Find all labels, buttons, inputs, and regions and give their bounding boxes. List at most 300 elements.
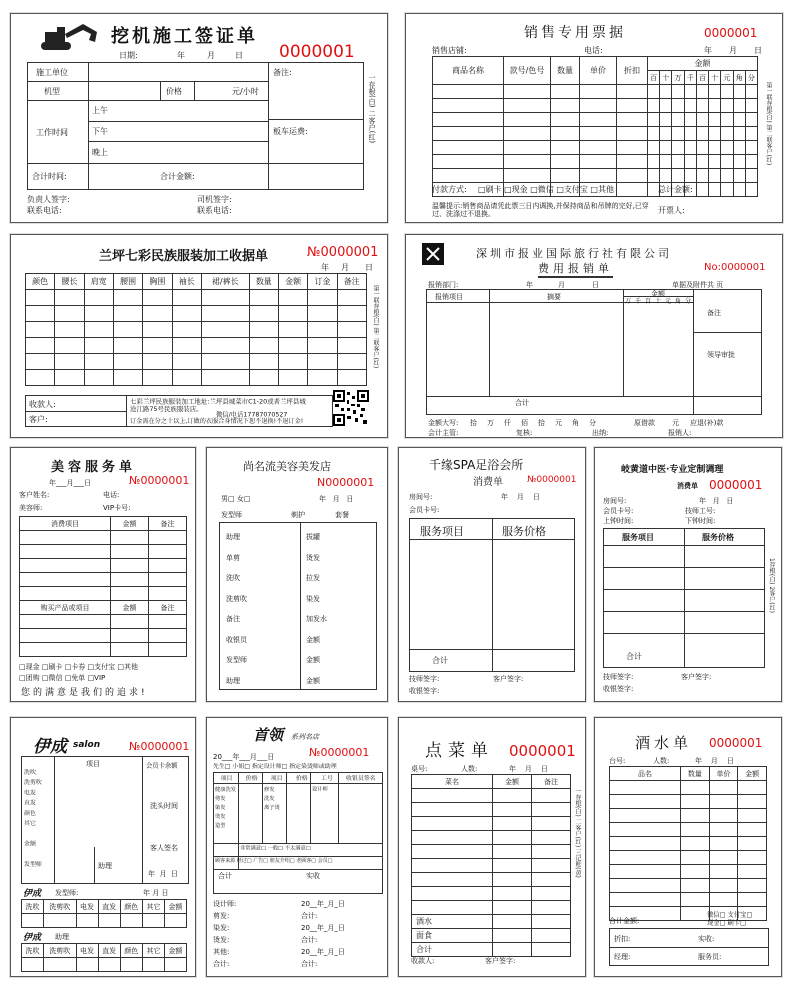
footer-label: 合计: bbox=[301, 960, 318, 968]
source-label: 老顾客 bbox=[296, 857, 312, 864]
pay-option: 刷卡 bbox=[48, 663, 63, 671]
day-label: 日 bbox=[346, 495, 354, 503]
service-item: 助理 bbox=[226, 533, 240, 541]
row-label: 直发 bbox=[24, 799, 36, 807]
col-shoulder: 肩宽 bbox=[84, 274, 113, 290]
issuer-label: 开票人: bbox=[658, 206, 685, 215]
row-label: 颜色 bbox=[24, 809, 36, 817]
col-color: 颜色 bbox=[26, 274, 55, 290]
owner-sign: 负责人签字: bbox=[27, 195, 70, 204]
col-style: 款号/色号 bbox=[504, 57, 551, 85]
deposit-note: 订金需在分之十以上,订做的衣服合身情况下恕不退换!不退订金! bbox=[130, 417, 304, 425]
day-label: 日 bbox=[540, 765, 548, 773]
day-label: 日 bbox=[170, 870, 178, 878]
total-label: 合计 bbox=[626, 652, 642, 661]
form-clothing-receipt bbox=[10, 234, 388, 438]
footer-label: 其他: bbox=[213, 948, 230, 956]
serial-number: 0000001 bbox=[279, 42, 355, 62]
pay-option: VIP bbox=[94, 674, 106, 682]
loan-label: 原借款 bbox=[634, 419, 655, 427]
total-time-label: 合计时间: bbox=[32, 172, 67, 181]
item-headers bbox=[214, 774, 382, 783]
service-item: 烫发 bbox=[215, 813, 226, 820]
package-label: 套餐 bbox=[335, 511, 349, 519]
month-label: 月 bbox=[558, 281, 565, 289]
col-head: 直发 bbox=[98, 944, 120, 958]
page-title: 美容服务单 bbox=[51, 460, 137, 475]
footer-label: 合计: bbox=[301, 912, 318, 920]
total-label: 合计金额: bbox=[609, 917, 640, 925]
payment-label: 付款方式: bbox=[432, 185, 467, 194]
col-deposit: 订金 bbox=[308, 274, 337, 290]
unit-cell: 元 bbox=[555, 419, 562, 427]
cashier-sign: 收银签字: bbox=[603, 685, 634, 693]
footer-left bbox=[213, 898, 236, 970]
month-label: 月 bbox=[712, 497, 720, 505]
beautician-label: 美容师: bbox=[19, 504, 43, 512]
year-label: 年 bbox=[699, 497, 706, 505]
room-label: 房间号: bbox=[603, 497, 627, 505]
check-label: 指定设计师 bbox=[251, 762, 282, 770]
left-items bbox=[226, 527, 247, 691]
unit-cell: 分 bbox=[745, 71, 757, 85]
receiver-label: 收款人: bbox=[411, 957, 435, 965]
month-label: 月 bbox=[159, 870, 167, 878]
subtitle: 消费单 bbox=[677, 482, 698, 490]
notes-row[interactable]: 非常满意□ 一般□ 不太满意□ bbox=[240, 844, 311, 851]
service-item: 离子烫 bbox=[264, 804, 280, 811]
refund-label: 应退(补)款 bbox=[690, 419, 724, 427]
cashier-label: 出纳: bbox=[592, 429, 609, 437]
month-label: 月 bbox=[327, 900, 335, 908]
unit-cell: 十 bbox=[660, 71, 672, 85]
shop-label: 销售店铺: bbox=[432, 46, 467, 55]
unit-cell: 万 bbox=[624, 298, 631, 305]
year-label: 年 bbox=[316, 948, 324, 956]
col-head: 项目 bbox=[220, 774, 233, 782]
col-sleeve: 袖长 bbox=[172, 274, 201, 290]
col-service: 服务项目 bbox=[420, 525, 464, 538]
service-grid bbox=[603, 528, 765, 668]
pay-option: 支付宝 bbox=[727, 911, 747, 919]
service-item: 金额 bbox=[306, 656, 320, 664]
form-expense-claim bbox=[405, 234, 783, 438]
service-item: 单剪 bbox=[226, 553, 240, 562]
form-beauty-service bbox=[10, 447, 196, 702]
vip-label: VIP卡号: bbox=[103, 504, 131, 512]
form-yicheng-salon bbox=[10, 717, 196, 977]
footer-box bbox=[25, 395, 333, 427]
total-label: 合计 bbox=[515, 399, 529, 407]
month-label: 月 bbox=[66, 479, 74, 487]
slogan: 您的满意是我们的追求! bbox=[21, 688, 148, 698]
address-text: 七彩兰坪民族服装加工地址:兰坪县城菜市C1-20或者兰坪县城沧江路75号民族服装店。 bbox=[130, 398, 306, 413]
row-labels bbox=[24, 757, 42, 869]
year-label: 年 bbox=[49, 479, 56, 487]
month-label: 月 bbox=[729, 46, 737, 55]
year-label: 年 bbox=[316, 924, 324, 932]
yuan-label: 元 bbox=[672, 419, 679, 427]
pay-cash-card[interactable]: □刷卡 □现金 □微信 □支付宝 □其他 bbox=[478, 185, 614, 194]
male-label: 男 bbox=[221, 495, 228, 503]
date-row bbox=[501, 492, 540, 502]
service-grid bbox=[213, 772, 383, 894]
year-label: 年 bbox=[143, 889, 150, 897]
col-head: 项目 bbox=[270, 774, 283, 782]
service-item: 金额 bbox=[306, 676, 320, 685]
brand-logo-small: 伊成 bbox=[23, 889, 42, 899]
col-amount: 金额 bbox=[738, 767, 767, 781]
unit-cell: 角 bbox=[572, 419, 579, 427]
month-label: 月 bbox=[327, 924, 335, 932]
table-label: 台号: bbox=[609, 757, 626, 765]
service-item: 加发水 bbox=[306, 615, 327, 623]
row-label: 洗吹 bbox=[24, 768, 36, 776]
customer-sign: 客户签字: bbox=[485, 957, 516, 965]
paid-label: 实收 bbox=[306, 872, 320, 880]
night-label: 晚上 bbox=[92, 148, 108, 157]
end-label: 下钟时间: bbox=[685, 517, 716, 525]
member-label: 会员卡号: bbox=[603, 507, 634, 515]
pay-method-label: 其他 bbox=[598, 185, 614, 194]
unit-cell: 佰 bbox=[521, 419, 528, 427]
year-prefix: 20 bbox=[301, 924, 310, 932]
people-label: 人数: bbox=[461, 765, 478, 773]
unit-cell: 分 bbox=[589, 419, 596, 427]
row-label: 其它 bbox=[24, 819, 36, 827]
check-label: 小姐 bbox=[232, 762, 245, 770]
serial-number: No:0000001 bbox=[704, 262, 766, 273]
manager-label: 经理: bbox=[614, 953, 631, 961]
start-label: 上钟时间: bbox=[603, 517, 634, 525]
day-label: 日 bbox=[592, 281, 599, 289]
note-text: 温馨提示:销售商品请凭此票三日内调换,并保持商品和吊牌的完好,已穿过、洗涤过不退换。 bbox=[432, 202, 649, 218]
col-product: 商品名称 bbox=[433, 57, 504, 85]
driver-sign: 司机签字: bbox=[197, 195, 232, 204]
month-label: 月 bbox=[327, 948, 335, 956]
service-item: 造型 bbox=[215, 822, 226, 829]
col-head: 颜色 bbox=[120, 900, 142, 914]
col-amount: 金额 bbox=[111, 601, 149, 615]
form-excavator bbox=[10, 13, 388, 223]
pay-method-label: 支付宝 bbox=[563, 185, 588, 194]
date-row: 年___月___日 bbox=[49, 479, 91, 487]
col-service: 服务项目 bbox=[622, 533, 654, 542]
day-label: 日 bbox=[726, 757, 734, 765]
customer-label: 客户: bbox=[29, 415, 48, 424]
stylist-label: 发型师 bbox=[221, 511, 242, 519]
waiter-label: 服务员: bbox=[698, 953, 722, 961]
service-item: 收银员 bbox=[226, 635, 247, 644]
table-label: 桌号: bbox=[411, 765, 428, 773]
source-label: 广告 bbox=[253, 857, 264, 864]
row-label: 电发 bbox=[24, 789, 36, 797]
source-label: 顾客来源 bbox=[215, 857, 236, 864]
year-label: 年 bbox=[695, 757, 702, 765]
summary-header: 摘要 bbox=[547, 293, 561, 301]
sub-table bbox=[21, 899, 187, 928]
col-head: 电发 bbox=[76, 900, 98, 914]
month-label: 月 bbox=[710, 757, 718, 765]
col-price: 服务价格 bbox=[702, 533, 734, 542]
customer-sign: 客户签字: bbox=[681, 673, 712, 681]
year-prefix: 20 bbox=[301, 948, 310, 956]
row-label: 金额 bbox=[24, 840, 36, 848]
copy-note: 一存根(白) 二客户(红) bbox=[368, 74, 376, 144]
col-head: 收银员签名 bbox=[345, 774, 376, 782]
row-label: 发型师 bbox=[24, 860, 42, 868]
pay-option: 微信 bbox=[707, 911, 720, 919]
designer-label: 设计师 bbox=[312, 785, 328, 792]
service-item: 染发 bbox=[215, 804, 226, 811]
pm-label: 下午 bbox=[92, 127, 108, 136]
total-row: 合计 bbox=[412, 943, 493, 957]
page-title: 费用报销单 bbox=[538, 260, 613, 278]
date-row bbox=[509, 764, 548, 774]
col-head: 洗剪吹 bbox=[44, 944, 76, 958]
title-small: 系列名店 bbox=[291, 733, 319, 741]
paid-label: 实收: bbox=[698, 935, 715, 943]
col-head: 颜色 bbox=[120, 944, 142, 958]
logo-icon bbox=[422, 243, 444, 265]
col-remark: 备注 bbox=[149, 601, 187, 615]
date-row bbox=[699, 496, 733, 506]
serial-number: №0000001 bbox=[307, 245, 379, 260]
service-item: 拔罐 bbox=[306, 533, 320, 541]
col-head: 其它 bbox=[142, 900, 164, 914]
date-row bbox=[695, 756, 734, 766]
page-title: 兰坪七彩民族服装加工收据单 bbox=[99, 249, 269, 264]
service-item: 备注 bbox=[226, 615, 240, 623]
model-label: 机型 bbox=[44, 87, 60, 96]
unit-cell: 万 bbox=[487, 419, 494, 427]
note-label: 非常满意 bbox=[240, 844, 261, 851]
col-remark: 备注 bbox=[532, 775, 571, 789]
room-label: 房间号: bbox=[409, 493, 433, 501]
wechat-text: 微信/电话17787070527 bbox=[216, 410, 288, 419]
service-item: 染发 bbox=[306, 594, 320, 603]
total-label: 合计 bbox=[218, 872, 232, 880]
service-item: 金额 bbox=[306, 635, 320, 644]
unit-cell: 十 bbox=[709, 71, 721, 85]
unit-cell: 万 bbox=[672, 71, 684, 85]
year-label: 年 bbox=[232, 753, 240, 761]
year-label: 年 bbox=[177, 51, 185, 60]
date-row bbox=[143, 888, 168, 898]
total-amount-label: 合计金额: bbox=[160, 172, 195, 181]
service-item: 发型师 bbox=[226, 656, 247, 664]
col-qty: 数量 bbox=[681, 767, 710, 781]
check-row[interactable]: 先生□ 小姐□ 指定设计师□ 指定染烫师或助理 bbox=[213, 762, 337, 770]
year-label: 年 bbox=[704, 46, 712, 55]
page-title: 挖机施工签证单 bbox=[111, 26, 258, 47]
footer-label: 染发: bbox=[213, 924, 230, 932]
tech-no-label: 技师工号: bbox=[685, 507, 716, 515]
page-title: 千缘SPA足浴会所 bbox=[429, 458, 524, 472]
unit-cell: 拾 bbox=[538, 419, 545, 427]
pay-option: 现金 bbox=[25, 663, 40, 671]
col-head: 工号 bbox=[320, 774, 333, 782]
month-label: 月 bbox=[152, 889, 160, 897]
date-row: 20___年___月___日 bbox=[213, 753, 275, 761]
measure-table bbox=[25, 273, 367, 386]
year-label: 年 bbox=[316, 900, 324, 908]
brand-logo-small: 伊成 bbox=[23, 933, 42, 943]
col-amount: 金额 bbox=[278, 274, 307, 290]
col-head: 金额 bbox=[164, 944, 186, 958]
service-item: 剪发 bbox=[215, 795, 226, 802]
tech-sign: 技师签字: bbox=[603, 673, 634, 681]
col-price: 单价 bbox=[580, 57, 617, 85]
qr-code-icon bbox=[333, 390, 369, 426]
copy-note: 第一联存根(白) 第二联客户(红) bbox=[372, 285, 379, 369]
pay-option: 刷卡 bbox=[727, 919, 741, 927]
day-label: 日 bbox=[365, 263, 373, 272]
form-grid bbox=[27, 62, 364, 190]
page-title: 销售专用票据 bbox=[524, 25, 626, 41]
unit-cell: 角 bbox=[733, 71, 745, 85]
manager-label: 会计主管: bbox=[428, 429, 459, 437]
unit-cell: 分 bbox=[684, 298, 691, 305]
month-label: 月 bbox=[516, 493, 524, 501]
year-label: 年 bbox=[501, 493, 508, 501]
form-drinks-menu bbox=[594, 717, 782, 977]
footer-right: 20__年_月_日 合计: 20__年_月_日 合计: 20__年_月_日 合计: bbox=[301, 900, 345, 968]
item-header: 报销项目 bbox=[435, 293, 463, 301]
pay-option: 卡券 bbox=[71, 663, 86, 671]
serial-number: 0000001 bbox=[709, 478, 763, 492]
source-label: 经过 bbox=[236, 857, 247, 864]
footer-label: 设计师: bbox=[213, 900, 237, 908]
receiver-label: 收款人: bbox=[29, 400, 56, 409]
col-price: 单价 bbox=[709, 767, 738, 781]
wine-row: 酒水 bbox=[412, 915, 493, 929]
col-head: 电发 bbox=[76, 944, 98, 958]
service-item: 烫发 bbox=[306, 553, 320, 562]
brand-logo: 伊成 bbox=[33, 737, 67, 757]
serial-number: №0000001 bbox=[527, 475, 577, 485]
approval-label: 领导审批 bbox=[707, 351, 735, 359]
amount-units bbox=[623, 296, 693, 305]
truck-fee-label: 板车运费: bbox=[273, 127, 308, 136]
unit-cell: 千 bbox=[634, 298, 641, 305]
am-label: 上午 bbox=[92, 106, 108, 115]
copy-note: 一存根(白) 二客户(红) 三记账(黄) bbox=[574, 788, 581, 878]
note-label: 一般 bbox=[267, 844, 279, 851]
year-label: 年 bbox=[148, 870, 155, 878]
pay-option: 团购 bbox=[25, 674, 40, 682]
row-label: 洗剪吹 bbox=[24, 779, 42, 786]
day-label: 日 bbox=[532, 493, 540, 501]
year-label: 年 bbox=[319, 495, 326, 503]
col-waist-len: 腰长 bbox=[55, 274, 84, 290]
col-discount: 折扣 bbox=[617, 57, 648, 85]
col-head: 其它 bbox=[142, 944, 164, 958]
unit-cell: 元 bbox=[664, 298, 671, 305]
service-grid bbox=[219, 522, 377, 690]
tech-sign: 技师签字: bbox=[409, 675, 440, 683]
driver-phone: 联系电话: bbox=[197, 206, 232, 215]
serial-number: 0000001 bbox=[709, 736, 763, 750]
customer-sign: 客户签字: bbox=[493, 675, 524, 683]
pay-method-label: 刷卡 bbox=[485, 185, 502, 194]
unit-cell: 拾 bbox=[470, 419, 477, 427]
service-item: 修发 bbox=[264, 786, 275, 793]
footer-label: 烫发: bbox=[213, 936, 230, 944]
col-skirt: 裙/裤长 bbox=[201, 274, 249, 290]
brand-en: salon bbox=[73, 740, 101, 750]
sales-table bbox=[432, 56, 758, 197]
gender-row[interactable]: 男□ 女□ bbox=[221, 495, 251, 503]
right-items bbox=[306, 527, 327, 691]
source-row[interactable]: 顾客来源 经过□ 广告□ 朋友介绍□ 老顾客□ 会员□ bbox=[215, 857, 333, 864]
unit-cell: 百 bbox=[648, 71, 660, 85]
serial-number: 0000001 bbox=[509, 742, 576, 760]
serial-number: N0000001 bbox=[317, 476, 375, 489]
date-row bbox=[319, 494, 353, 504]
price-label: 价格 bbox=[166, 87, 182, 96]
pay-method-label: 现金 bbox=[511, 185, 528, 194]
year-prefix: 20 bbox=[301, 900, 310, 908]
footer-label: 剪发: bbox=[213, 912, 230, 920]
year-prefix: 20 bbox=[213, 753, 222, 761]
serial-number: №0000001 bbox=[129, 740, 190, 753]
col-amount: 金额 bbox=[111, 517, 149, 531]
excavator-icon bbox=[39, 22, 101, 54]
assistant-label: 助理 bbox=[55, 933, 69, 941]
dept-label: 报销部门: bbox=[428, 281, 459, 289]
stylist-label: 发型师: bbox=[55, 889, 79, 897]
female-label: 女 bbox=[236, 495, 244, 503]
date-row bbox=[148, 869, 178, 879]
price-unit: 元/小时 bbox=[232, 87, 259, 96]
wash-time-label: 洗头时间 bbox=[150, 802, 178, 810]
unit-cell: 百 bbox=[644, 298, 651, 305]
pay-option: 现金 bbox=[707, 919, 720, 927]
serial-number: №0000001 bbox=[309, 746, 370, 759]
month-label: 月 bbox=[332, 495, 340, 503]
summary-box bbox=[609, 928, 769, 966]
receiver-label: 报销人: bbox=[668, 429, 692, 437]
col-head: 价格 bbox=[295, 774, 308, 782]
unit-cell: 角 bbox=[674, 298, 681, 305]
col-price: 服务价格 bbox=[502, 525, 546, 538]
footer-label: 合计: bbox=[301, 936, 318, 944]
service-grid bbox=[21, 756, 189, 884]
pay-options[interactable]: 微信□ 支付宝□ 现金□ 刷卡□ bbox=[707, 911, 753, 927]
footer-label: 合计: bbox=[213, 960, 230, 968]
form-shouling bbox=[206, 717, 388, 977]
member-label: 会员卡余额 bbox=[146, 761, 178, 770]
customer-label: 客户姓名: bbox=[19, 491, 50, 499]
washer-label: 剃护 bbox=[291, 511, 305, 519]
unit-cell: 千 bbox=[684, 71, 696, 85]
review-label: 复核: bbox=[516, 429, 533, 437]
source-label: 朋友介绍 bbox=[269, 857, 290, 864]
staple-row: 面食 bbox=[412, 929, 493, 943]
pay-method-label: 微信 bbox=[537, 185, 554, 194]
col-remark: 备注 bbox=[149, 517, 187, 531]
pay-option: 微信 bbox=[48, 674, 63, 682]
day-label: 日 bbox=[161, 889, 169, 897]
col-amount: 金额 bbox=[648, 57, 758, 71]
month-label: 月 bbox=[207, 51, 215, 60]
pay-option: 免单 bbox=[71, 674, 86, 682]
date-label: 日期: bbox=[119, 51, 138, 60]
day-label: 日 bbox=[726, 497, 734, 505]
unit-cell: 十 bbox=[654, 298, 661, 305]
pay-options[interactable]: □现金 □刷卡 □卡券 □支付宝 □其他 □团购 □微信 □免单 □VIP bbox=[19, 663, 138, 682]
